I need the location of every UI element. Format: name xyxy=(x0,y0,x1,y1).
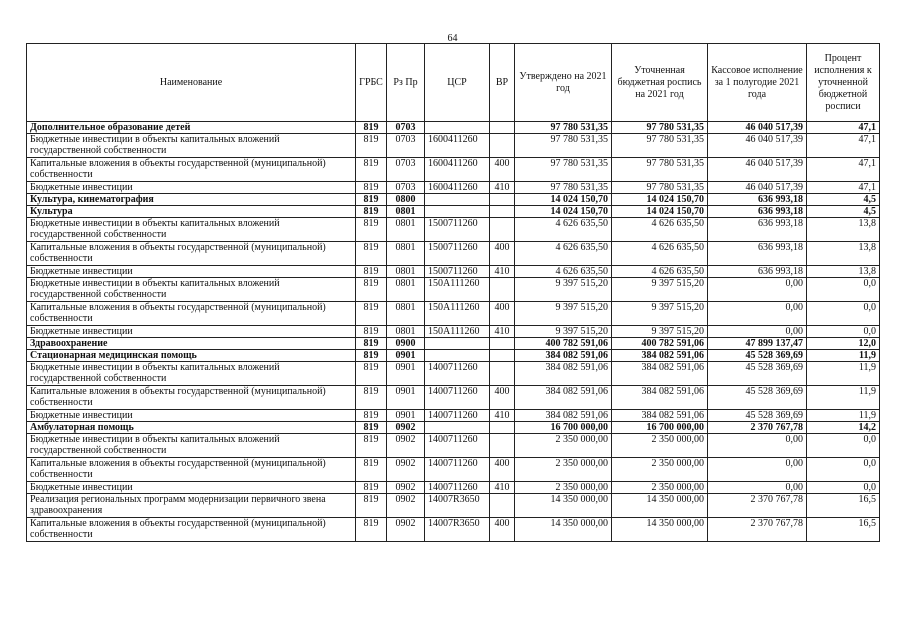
cell-rzpr: 0801 xyxy=(387,206,425,218)
cell-refined: 384 082 591,06 xyxy=(612,410,708,422)
cell-rzpr: 0801 xyxy=(387,266,425,278)
cell-refined: 16 700 000,00 xyxy=(612,422,708,434)
table-row xyxy=(27,434,880,458)
cell-cash: 636 993,18 xyxy=(708,206,807,218)
cell-csr: 14007R3650 xyxy=(425,518,490,542)
cell-grbs: 819 xyxy=(356,434,387,458)
cell-approved: 16 700 000,00 xyxy=(515,422,612,434)
header-row xyxy=(27,44,880,122)
table-row xyxy=(27,386,880,410)
cell-rzpr: 0801 xyxy=(387,326,425,338)
cell-approved: 14 024 150,70 xyxy=(515,206,612,218)
cell-csr xyxy=(425,422,490,434)
cell-vr: 400 xyxy=(490,302,515,326)
cell-vr xyxy=(490,362,515,386)
table-row xyxy=(27,518,880,542)
cell-cash: 636 993,18 xyxy=(708,218,807,242)
cell-cash: 0,00 xyxy=(708,278,807,302)
cell-refined: 14 024 150,70 xyxy=(612,194,708,206)
cell-percent: 14,2 xyxy=(807,422,880,434)
header-approved: Утверждено на 2021 год xyxy=(515,44,612,122)
cell-name: Здравоохранение xyxy=(27,338,356,350)
cell-csr: 150A111260 xyxy=(425,326,490,338)
cell-csr: 150A111260 xyxy=(425,278,490,302)
cell-csr: 1400711260 xyxy=(425,482,490,494)
cell-percent: 47,1 xyxy=(807,122,880,134)
cell-rzpr: 0902 xyxy=(387,518,425,542)
cell-vr: 410 xyxy=(490,266,515,278)
header-refined: Уточненная бюджетная роспись на 2021 год xyxy=(612,44,708,122)
cell-cash: 46 040 517,39 xyxy=(708,122,807,134)
cell-approved: 97 780 531,35 xyxy=(515,122,612,134)
cell-grbs: 819 xyxy=(356,362,387,386)
cell-refined: 9 397 515,20 xyxy=(612,326,708,338)
cell-grbs: 819 xyxy=(356,302,387,326)
cell-approved: 14 350 000,00 xyxy=(515,518,612,542)
cell-cash: 636 993,18 xyxy=(708,266,807,278)
cell-vr: 410 xyxy=(490,326,515,338)
cell-csr: 1400711260 xyxy=(425,458,490,482)
cell-csr xyxy=(425,338,490,350)
cell-approved: 384 082 591,06 xyxy=(515,410,612,422)
cell-refined: 384 082 591,06 xyxy=(612,362,708,386)
cell-vr xyxy=(490,206,515,218)
cell-vr xyxy=(490,134,515,158)
cell-vr xyxy=(490,278,515,302)
cell-percent: 11,9 xyxy=(807,362,880,386)
cell-vr: 410 xyxy=(490,182,515,194)
cell-name: Бюджетные инвестиции xyxy=(27,410,356,422)
cell-name: Капитальные вложения в объекты государственной (муниципальной) собственности xyxy=(27,158,356,182)
cell-percent: 47,1 xyxy=(807,158,880,182)
table-row xyxy=(27,158,880,182)
cell-cash: 0,00 xyxy=(708,458,807,482)
cell-approved: 9 397 515,20 xyxy=(515,326,612,338)
cell-name: Дополнительное образование детей xyxy=(27,122,356,134)
cell-csr xyxy=(425,122,490,134)
cell-grbs: 819 xyxy=(356,422,387,434)
cell-cash: 0,00 xyxy=(708,302,807,326)
header-csr: ЦСР xyxy=(425,44,490,122)
header-vr: ВР xyxy=(490,44,515,122)
cell-grbs: 819 xyxy=(356,158,387,182)
cell-percent: 0,0 xyxy=(807,482,880,494)
cell-rzpr: 0901 xyxy=(387,362,425,386)
table-row xyxy=(27,182,880,194)
cell-vr: 400 xyxy=(490,158,515,182)
cell-name: Бюджетные инвестиции в объекты капитальных вложений государственной собственности xyxy=(27,218,356,242)
cell-cash: 45 528 369,69 xyxy=(708,386,807,410)
cell-percent: 13,8 xyxy=(807,266,880,278)
cell-grbs: 819 xyxy=(356,338,387,350)
cell-approved: 384 082 591,06 xyxy=(515,386,612,410)
cell-rzpr: 0901 xyxy=(387,350,425,362)
table-row xyxy=(27,266,880,278)
cell-name: Культура, кинематография xyxy=(27,194,356,206)
cell-approved: 2 350 000,00 xyxy=(515,482,612,494)
cell-name: Бюджетные инвестиции в объекты капитальных вложений государственной собственности xyxy=(27,134,356,158)
cell-vr: 410 xyxy=(490,410,515,422)
cell-refined: 384 082 591,06 xyxy=(612,350,708,362)
table-body xyxy=(27,122,880,542)
cell-percent: 11,9 xyxy=(807,350,880,362)
cell-name: Амбулаторная помощь xyxy=(27,422,356,434)
table-row xyxy=(27,422,880,434)
cell-name: Капитальные вложения в объекты государственной (муниципальной) собственности xyxy=(27,458,356,482)
cell-vr: 400 xyxy=(490,458,515,482)
cell-refined: 2 350 000,00 xyxy=(612,434,708,458)
cell-name: Бюджетные инвестиции xyxy=(27,482,356,494)
cell-refined: 384 082 591,06 xyxy=(612,386,708,410)
cell-percent: 0,0 xyxy=(807,458,880,482)
header-rzpr: Рз Пр xyxy=(387,44,425,122)
cell-rzpr: 0902 xyxy=(387,482,425,494)
cell-cash: 2 370 767,78 xyxy=(708,518,807,542)
cell-rzpr: 0902 xyxy=(387,422,425,434)
cell-cash: 0,00 xyxy=(708,482,807,494)
cell-vr: 400 xyxy=(490,518,515,542)
cell-vr: 410 xyxy=(490,482,515,494)
table-row xyxy=(27,338,880,350)
cell-cash: 0,00 xyxy=(708,434,807,458)
cell-csr: 1500711260 xyxy=(425,242,490,266)
cell-name: Бюджетные инвестиции xyxy=(27,326,356,338)
table-row xyxy=(27,218,880,242)
table-row xyxy=(27,494,880,518)
cell-rzpr: 0703 xyxy=(387,182,425,194)
cell-refined: 2 350 000,00 xyxy=(612,458,708,482)
cell-refined: 14 350 000,00 xyxy=(612,494,708,518)
cell-percent: 0,0 xyxy=(807,326,880,338)
cell-approved: 9 397 515,20 xyxy=(515,302,612,326)
cell-name: Капитальные вложения в объекты государственной (муниципальной) собственности xyxy=(27,302,356,326)
cell-grbs: 819 xyxy=(356,194,387,206)
cell-percent: 0,0 xyxy=(807,434,880,458)
cell-approved: 2 350 000,00 xyxy=(515,434,612,458)
table-row xyxy=(27,278,880,302)
cell-vr xyxy=(490,122,515,134)
cell-grbs: 819 xyxy=(356,458,387,482)
header-grbs: ГРБС xyxy=(356,44,387,122)
cell-percent: 47,1 xyxy=(807,134,880,158)
cell-name: Капитальные вложения в объекты государственной (муниципальной) собственности xyxy=(27,242,356,266)
cell-approved: 384 082 591,06 xyxy=(515,362,612,386)
cell-percent: 13,8 xyxy=(807,218,880,242)
cell-percent: 13,8 xyxy=(807,242,880,266)
cell-rzpr: 0703 xyxy=(387,122,425,134)
cell-refined: 97 780 531,35 xyxy=(612,158,708,182)
table-row xyxy=(27,194,880,206)
cell-name: Капитальные вложения в объекты государственной (муниципальной) собственности xyxy=(27,386,356,410)
cell-percent: 4,5 xyxy=(807,194,880,206)
cell-approved: 4 626 635,50 xyxy=(515,266,612,278)
cell-approved: 97 780 531,35 xyxy=(515,134,612,158)
cell-refined: 97 780 531,35 xyxy=(612,134,708,158)
cell-csr: 14007R3650 xyxy=(425,494,490,518)
cell-csr: 1500711260 xyxy=(425,218,490,242)
cell-csr: 1600411260 xyxy=(425,134,490,158)
table-row xyxy=(27,302,880,326)
table-row xyxy=(27,122,880,134)
table-row xyxy=(27,326,880,338)
table-row xyxy=(27,350,880,362)
cell-approved: 14 024 150,70 xyxy=(515,194,612,206)
cell-approved: 9 397 515,20 xyxy=(515,278,612,302)
cell-refined: 9 397 515,20 xyxy=(612,278,708,302)
cell-rzpr: 0801 xyxy=(387,218,425,242)
cell-vr xyxy=(490,434,515,458)
cell-rzpr: 0900 xyxy=(387,338,425,350)
cell-grbs: 819 xyxy=(356,122,387,134)
header-percent: Процент исполнения к уточненной бюджетной росписи xyxy=(807,44,880,122)
cell-cash: 45 528 369,69 xyxy=(708,362,807,386)
cell-name: Стационарная медицинская помощь xyxy=(27,350,356,362)
cell-vr xyxy=(490,338,515,350)
cell-rzpr: 0901 xyxy=(387,386,425,410)
cell-percent: 0,0 xyxy=(807,278,880,302)
cell-vr xyxy=(490,494,515,518)
cell-grbs: 819 xyxy=(356,266,387,278)
cell-approved: 2 350 000,00 xyxy=(515,458,612,482)
page-number: 64 xyxy=(447,33,458,44)
cell-grbs: 819 xyxy=(356,482,387,494)
cell-name: Бюджетные инвестиции xyxy=(27,182,356,194)
table-row xyxy=(27,362,880,386)
cell-name: Реализация региональных программ модернизации первичного звена здравоохранения xyxy=(27,494,356,518)
cell-vr xyxy=(490,194,515,206)
cell-rzpr: 0801 xyxy=(387,302,425,326)
cell-name: Бюджетные инвестиции в объекты капитальных вложений государственной собственности xyxy=(27,434,356,458)
cell-refined: 9 397 515,20 xyxy=(612,302,708,326)
cell-rzpr: 0703 xyxy=(387,134,425,158)
cell-grbs: 819 xyxy=(356,494,387,518)
cell-refined: 2 350 000,00 xyxy=(612,482,708,494)
cell-cash: 2 370 767,78 xyxy=(708,494,807,518)
cell-percent: 11,9 xyxy=(807,386,880,410)
cell-csr: 1400711260 xyxy=(425,410,490,422)
cell-grbs: 819 xyxy=(356,410,387,422)
cell-refined: 97 780 531,35 xyxy=(612,182,708,194)
cell-rzpr: 0902 xyxy=(387,494,425,518)
cell-rzpr: 0800 xyxy=(387,194,425,206)
cell-refined: 97 780 531,35 xyxy=(612,122,708,134)
cell-grbs: 819 xyxy=(356,134,387,158)
header-name: Наименование xyxy=(27,44,356,122)
cell-csr: 1600411260 xyxy=(425,182,490,194)
cell-cash: 46 040 517,39 xyxy=(708,134,807,158)
cell-csr: 1600411260 xyxy=(425,158,490,182)
table-row xyxy=(27,410,880,422)
cell-refined: 400 782 591,06 xyxy=(612,338,708,350)
cell-percent: 16,5 xyxy=(807,518,880,542)
cell-approved: 4 626 635,50 xyxy=(515,242,612,266)
cell-rzpr: 0801 xyxy=(387,278,425,302)
table-row xyxy=(27,134,880,158)
cell-rzpr: 0801 xyxy=(387,242,425,266)
cell-cash: 636 993,18 xyxy=(708,194,807,206)
cell-cash: 45 528 369,69 xyxy=(708,350,807,362)
cell-csr xyxy=(425,350,490,362)
cell-grbs: 819 xyxy=(356,386,387,410)
cell-csr: 1400711260 xyxy=(425,434,490,458)
cell-name: Бюджетные инвестиции в объекты капитальных вложений государственной собственности xyxy=(27,362,356,386)
budget-table xyxy=(26,43,880,542)
cell-grbs: 819 xyxy=(356,242,387,266)
table-row xyxy=(27,242,880,266)
cell-csr: 150A111260 xyxy=(425,302,490,326)
cell-grbs: 819 xyxy=(356,218,387,242)
cell-grbs: 819 xyxy=(356,206,387,218)
cell-grbs: 819 xyxy=(356,518,387,542)
cell-csr xyxy=(425,206,490,218)
cell-percent: 11,9 xyxy=(807,410,880,422)
cell-percent: 0,0 xyxy=(807,302,880,326)
cell-vr xyxy=(490,350,515,362)
cell-name: Бюджетные инвестиции в объекты капитальных вложений государственной собственности xyxy=(27,278,356,302)
cell-csr: 1400711260 xyxy=(425,386,490,410)
cell-csr: 1500711260 xyxy=(425,266,490,278)
cell-rzpr: 0902 xyxy=(387,434,425,458)
cell-approved: 400 782 591,06 xyxy=(515,338,612,350)
cell-vr xyxy=(490,218,515,242)
cell-refined: 4 626 635,50 xyxy=(612,218,708,242)
cell-cash: 636 993,18 xyxy=(708,242,807,266)
cell-grbs: 819 xyxy=(356,278,387,302)
cell-approved: 97 780 531,35 xyxy=(515,182,612,194)
cell-cash: 47 899 137,47 xyxy=(708,338,807,350)
cell-refined: 4 626 635,50 xyxy=(612,242,708,266)
table-row xyxy=(27,458,880,482)
cell-refined: 14 024 150,70 xyxy=(612,206,708,218)
cell-approved: 384 082 591,06 xyxy=(515,350,612,362)
cell-approved: 14 350 000,00 xyxy=(515,494,612,518)
cell-approved: 4 626 635,50 xyxy=(515,218,612,242)
cell-csr xyxy=(425,194,490,206)
cell-refined: 14 350 000,00 xyxy=(612,518,708,542)
cell-percent: 12,0 xyxy=(807,338,880,350)
table-row xyxy=(27,482,880,494)
cell-percent: 47,1 xyxy=(807,182,880,194)
cell-vr: 400 xyxy=(490,386,515,410)
cell-vr xyxy=(490,422,515,434)
cell-grbs: 819 xyxy=(356,350,387,362)
cell-cash: 46 040 517,39 xyxy=(708,182,807,194)
cell-percent: 16,5 xyxy=(807,494,880,518)
cell-rzpr: 0901 xyxy=(387,410,425,422)
cell-grbs: 819 xyxy=(356,326,387,338)
cell-cash: 2 370 767,78 xyxy=(708,422,807,434)
cell-cash: 46 040 517,39 xyxy=(708,158,807,182)
cell-rzpr: 0902 xyxy=(387,458,425,482)
cell-cash: 45 528 369,69 xyxy=(708,410,807,422)
table-row xyxy=(27,206,880,218)
cell-vr: 400 xyxy=(490,242,515,266)
cell-approved: 97 780 531,35 xyxy=(515,158,612,182)
header-cash: Кассовое исполнение за 1 полугодие 2021 года xyxy=(708,44,807,122)
cell-grbs: 819 xyxy=(356,182,387,194)
cell-cash: 0,00 xyxy=(708,326,807,338)
cell-name: Капитальные вложения в объекты государственной (муниципальной) собственности xyxy=(27,518,356,542)
cell-percent: 4,5 xyxy=(807,206,880,218)
cell-name: Бюджетные инвестиции xyxy=(27,266,356,278)
cell-rzpr: 0703 xyxy=(387,158,425,182)
cell-csr: 1400711260 xyxy=(425,362,490,386)
cell-refined: 4 626 635,50 xyxy=(612,266,708,278)
cell-name: Культура xyxy=(27,206,356,218)
